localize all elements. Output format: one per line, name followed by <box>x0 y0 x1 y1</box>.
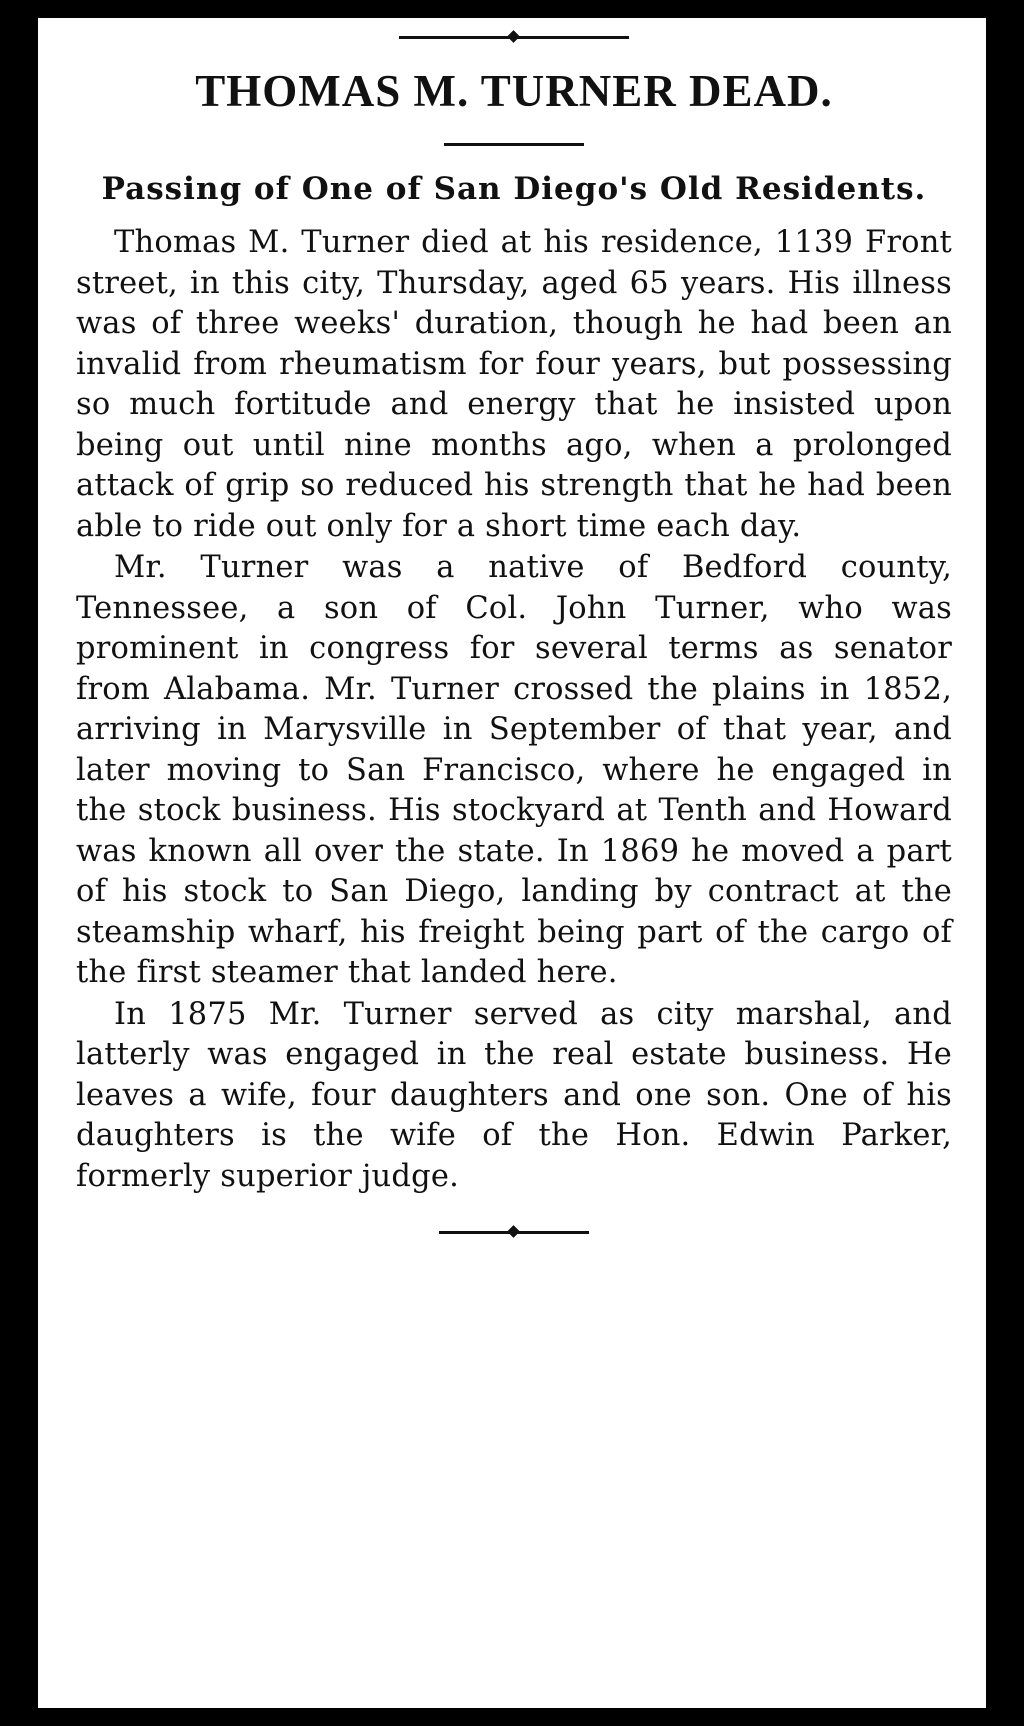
top-ornamental-rule <box>399 36 629 39</box>
newspaper-clipping <box>38 18 986 1708</box>
headline-divider-rule <box>444 143 584 146</box>
article-headline: THOMAS M. TURNER DEAD. <box>195 66 833 116</box>
bottom-ornamental-rule <box>439 1231 589 1234</box>
article-paragraph-2: Mr. Turner was a native of Bedford county, Tennessee, a son of Col. John Turner, who was prominent in congress for several terms as senator from Alabama. Mr. Turner crossed the plains in 1852, arriving in Marysville in September of that year, and later moving to San Francisco, where he engaged in the stock business. His stockyard at Tenth and Howard was known all over the state. In 1869 he moved a part of his stock to San Diego, landing by contract at the steamship wharf, his freight being part of the cargo of the first steamer that landed here. <box>76 550 952 990</box>
article-body <box>76 223 952 1197</box>
article-paragraph-1: Thomas M. Turner died at his residence, 1139 Front street, in this city, Thursday, aged 65 years. His illness was of three weeks' duration, though he had been an invalid from rheumatism for four years, but possessing so much fortitude and energy that he insisted upon being out until nine months ago, when a prolonged attack of grip so reduced his strength that he had been able to ride out only for a short time each day. <box>76 225 952 544</box>
article-paragraph-3: In 1875 Mr. Turner served as city marshal, and latterly was engaged in the real estate business. He leaves a wife, four daughters and one son. One of his daughters is the wife of the Hon. Edwin Parker, formerly superior judge. <box>76 996 952 1194</box>
article-subheadline: Passing of One of San Diego's Old Residents. <box>101 171 927 207</box>
